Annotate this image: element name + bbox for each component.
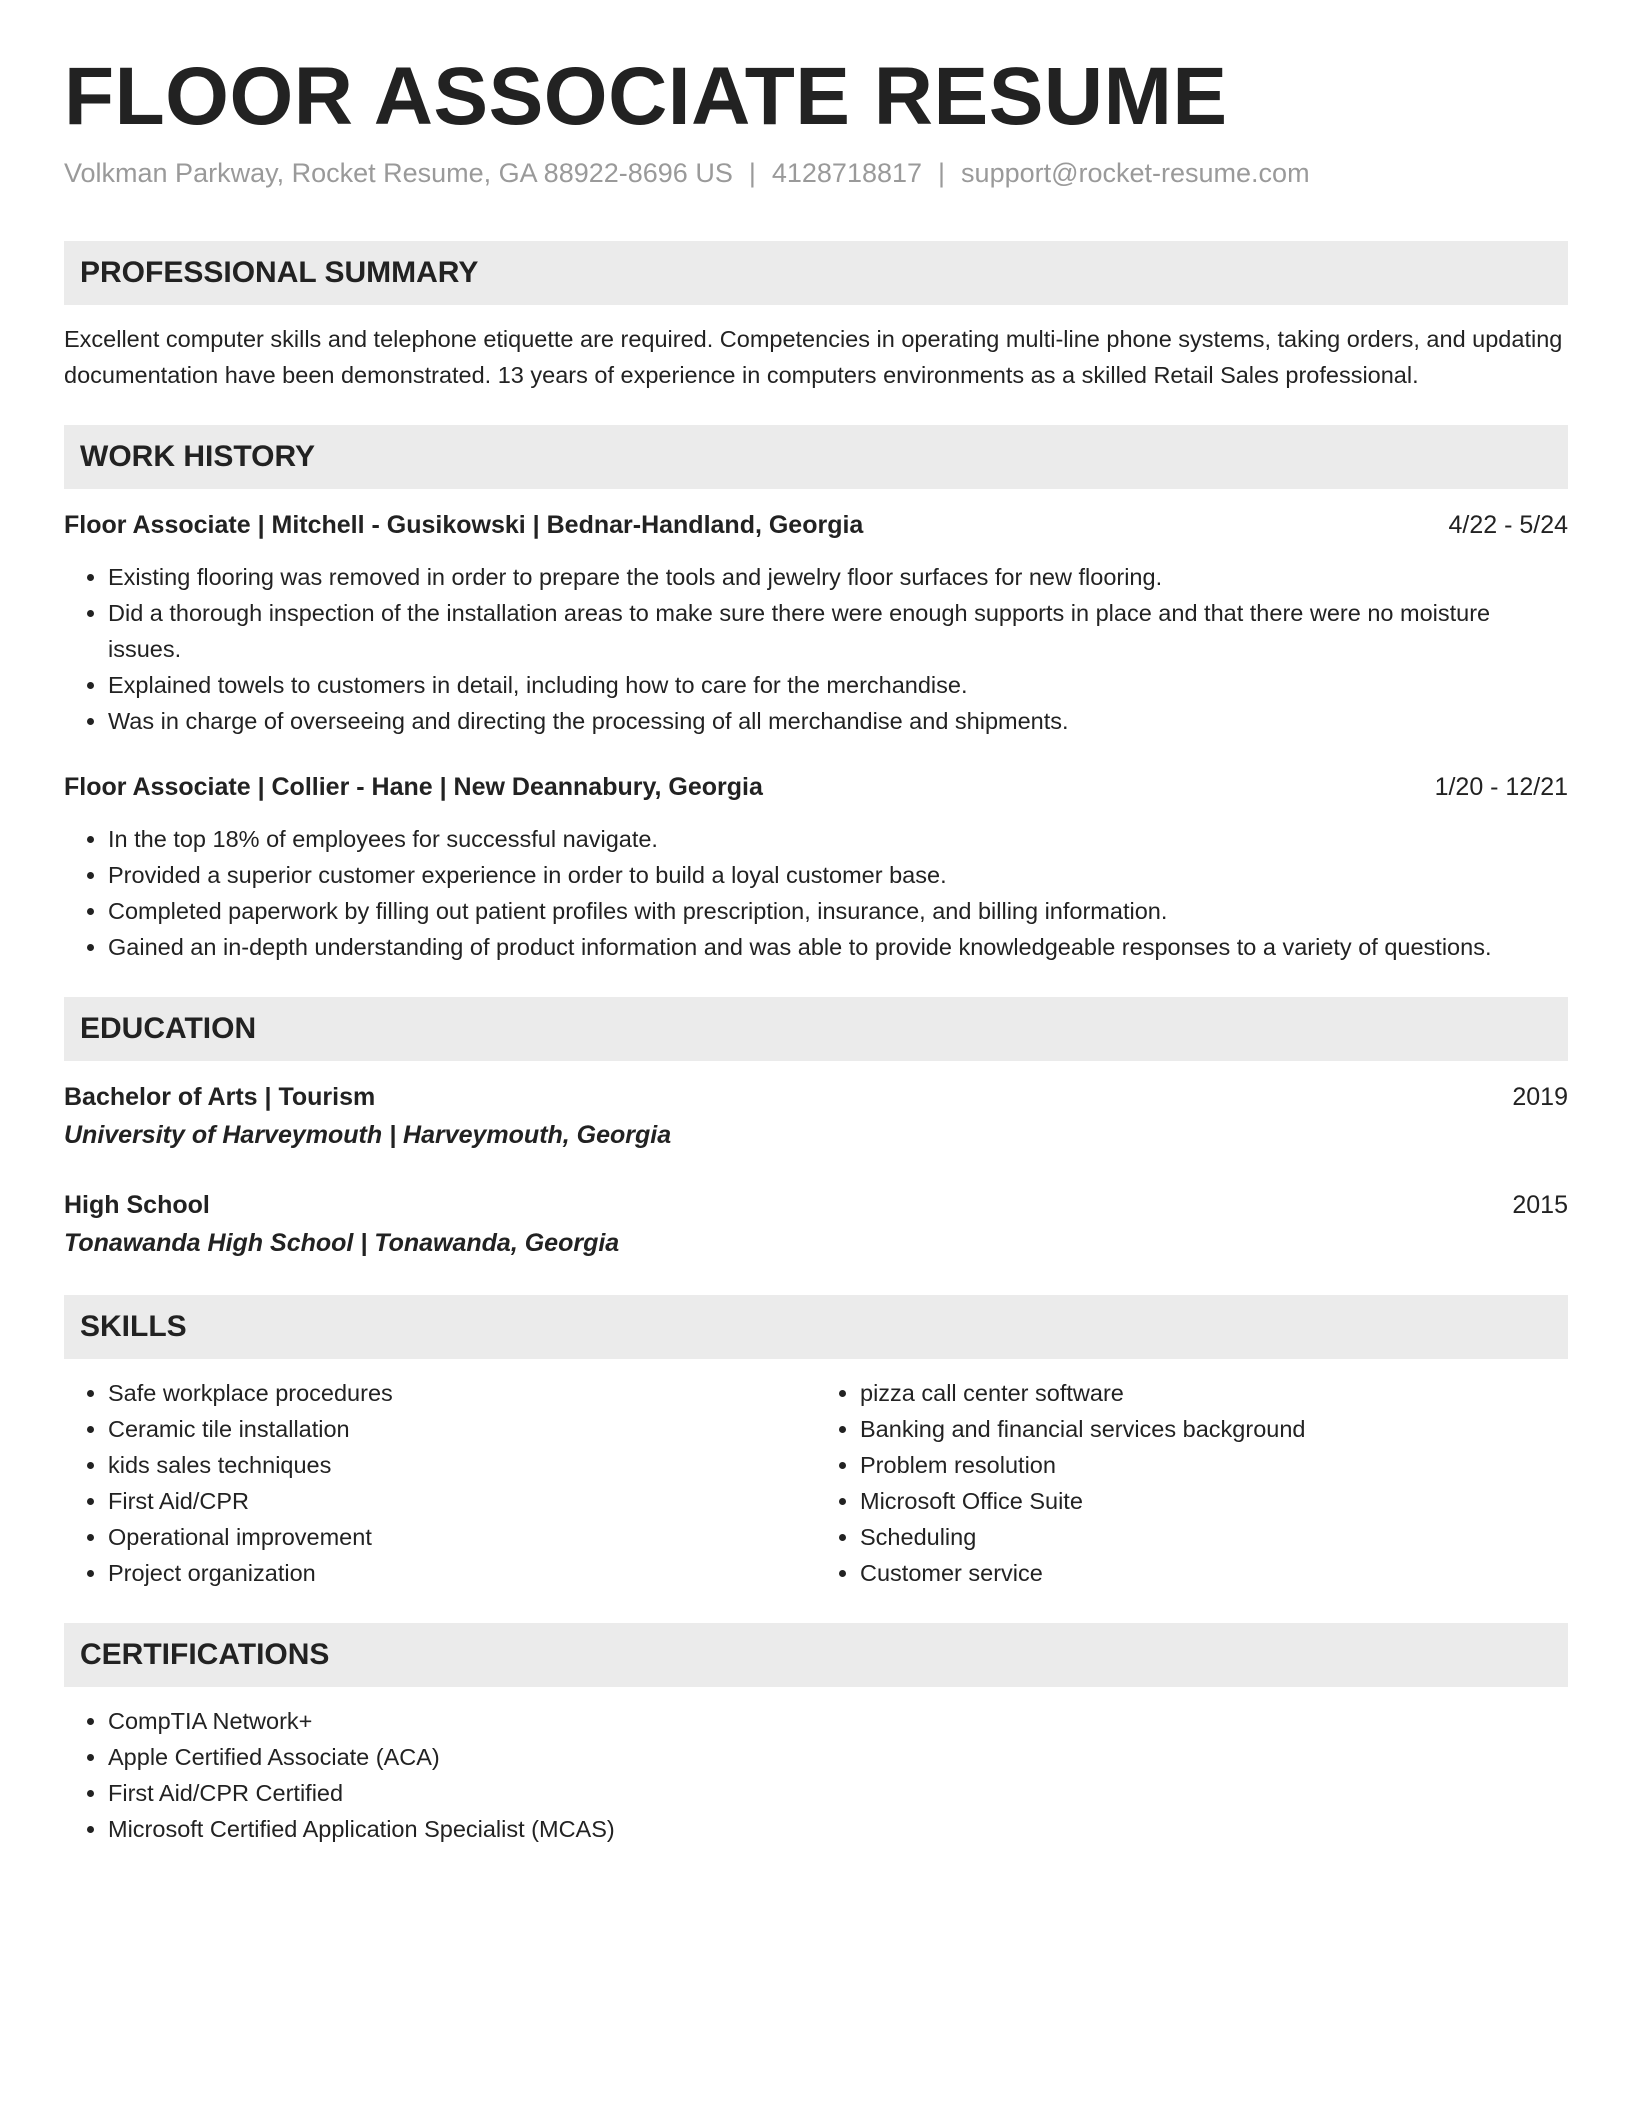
contact-separator: | — [748, 158, 756, 189]
contact-line — [64, 156, 1568, 191]
job-header — [64, 769, 1568, 805]
job-bullet: • In the top 18% of employees for successful navigate. — [108, 821, 1568, 857]
skills-column-right — [816, 1375, 1568, 1591]
education-entry — [64, 1079, 1568, 1155]
skill-item: • Ceramic tile installation — [108, 1411, 816, 1447]
certification-item: • Microsoft Certified Application Specialist (MCAS) — [108, 1811, 1568, 1847]
education-degree: Bachelor of Arts | Tourism — [64, 1083, 376, 1112]
contact-phone: 4128718817 — [771, 158, 923, 189]
job-dates: 1/20 - 12/21 — [1434, 773, 1568, 802]
skill-item: • Safe workplace procedures — [108, 1375, 816, 1411]
job-entry — [64, 507, 1568, 739]
skill-item: • Scheduling — [860, 1519, 1568, 1555]
certification-item: • Apple Certified Associate (ACA) — [108, 1739, 1568, 1775]
education-header — [64, 1079, 1568, 1115]
skill-item: • kids sales techniques — [108, 1447, 816, 1483]
education-degree: High School — [64, 1191, 210, 1220]
job-bullet: • Completed paperwork by filling out patient profiles with prescription, insurance, and billing information. — [108, 893, 1568, 929]
job-bullet: • Did a thorough inspection of the installation areas to make sure there were enough supports in place and that there were no moisture issues. — [108, 595, 1568, 667]
section-header-education: EDUCATION — [64, 997, 1568, 1061]
skill-item: • Customer service — [860, 1555, 1568, 1591]
education-year: 2015 — [1512, 1191, 1568, 1220]
job-bullet: • Gained an in-depth understanding of product information and was able to provide knowledgeable responses to a variety of questions. — [108, 929, 1568, 965]
certification-item: • CompTIA Network+ — [108, 1703, 1568, 1739]
contact-email: support@rocket-resume.com — [961, 158, 1310, 189]
job-entry — [64, 769, 1568, 965]
skill-item: • Banking and financial services background — [860, 1411, 1568, 1447]
work-history — [64, 507, 1568, 965]
certification-item: • First Aid/CPR Certified — [108, 1775, 1568, 1811]
section-header-certifications: CERTIFICATIONS — [64, 1623, 1568, 1687]
job-bullets — [64, 559, 1568, 739]
job-header — [64, 507, 1568, 543]
education-header — [64, 1187, 1568, 1223]
job-dates: 4/22 - 5/24 — [1448, 511, 1568, 540]
skill-item: • pizza call center software — [860, 1375, 1568, 1411]
job-title: Floor Associate | Collier - Hane | New Deannabury, Georgia — [64, 773, 763, 802]
skill-item: • Project organization — [108, 1555, 816, 1591]
skill-item: • Problem resolution — [860, 1447, 1568, 1483]
education-school: University of Harveymouth | Harveymouth, Georgia — [64, 1121, 672, 1150]
section-header-skills: SKILLS — [64, 1295, 1568, 1359]
job-bullets — [64, 821, 1568, 965]
summary-text: Excellent computer skills and telephone etiquette are required. Competencies in operating multi-line phone systems, taking orders, and updating documentation have been demonstrated. 13 years of experience in computers environments as a skilled Retail Sales professional. — [64, 326, 1563, 389]
contact-address: Volkman Parkway, Rocket Resume, GA 88922-8696 US — [64, 158, 733, 189]
section-header-summary: PROFESSIONAL SUMMARY — [64, 241, 1568, 305]
skills-columns — [64, 1375, 1568, 1591]
skill-item: • First Aid/CPR — [108, 1483, 816, 1519]
section-header-work-history: WORK HISTORY — [64, 425, 1568, 489]
job-bullet: • Provided a superior customer experience in order to build a loyal customer base. — [108, 857, 1568, 893]
certifications-list — [64, 1703, 1568, 1847]
skill-item: • Microsoft Office Suite — [860, 1483, 1568, 1519]
job-bullet: • Existing flooring was removed in order to prepare the tools and jewelry floor surfaces for new flooring. — [108, 559, 1568, 595]
job-title: Floor Associate | Mitchell - Gusikowski | Bednar-Handland, Georgia — [64, 511, 864, 540]
education-entry — [64, 1187, 1568, 1263]
education-list — [64, 1079, 1568, 1263]
education-school: Tonawanda High School | Tonawanda, Georgia — [64, 1229, 620, 1258]
education-year: 2019 — [1512, 1083, 1568, 1112]
job-bullet: • Explained towels to customers in detail, including how to care for the merchandise. — [108, 667, 1568, 703]
job-bullet: • Was in charge of overseeing and directing the processing of all merchandise and shipments. — [108, 703, 1568, 739]
skill-item: • Operational improvement — [108, 1519, 816, 1555]
contact-separator: | — [938, 158, 946, 189]
resume-title: FLOOR ASSOCIATE RESUME — [64, 51, 1228, 142]
skills-column-left — [64, 1375, 816, 1591]
